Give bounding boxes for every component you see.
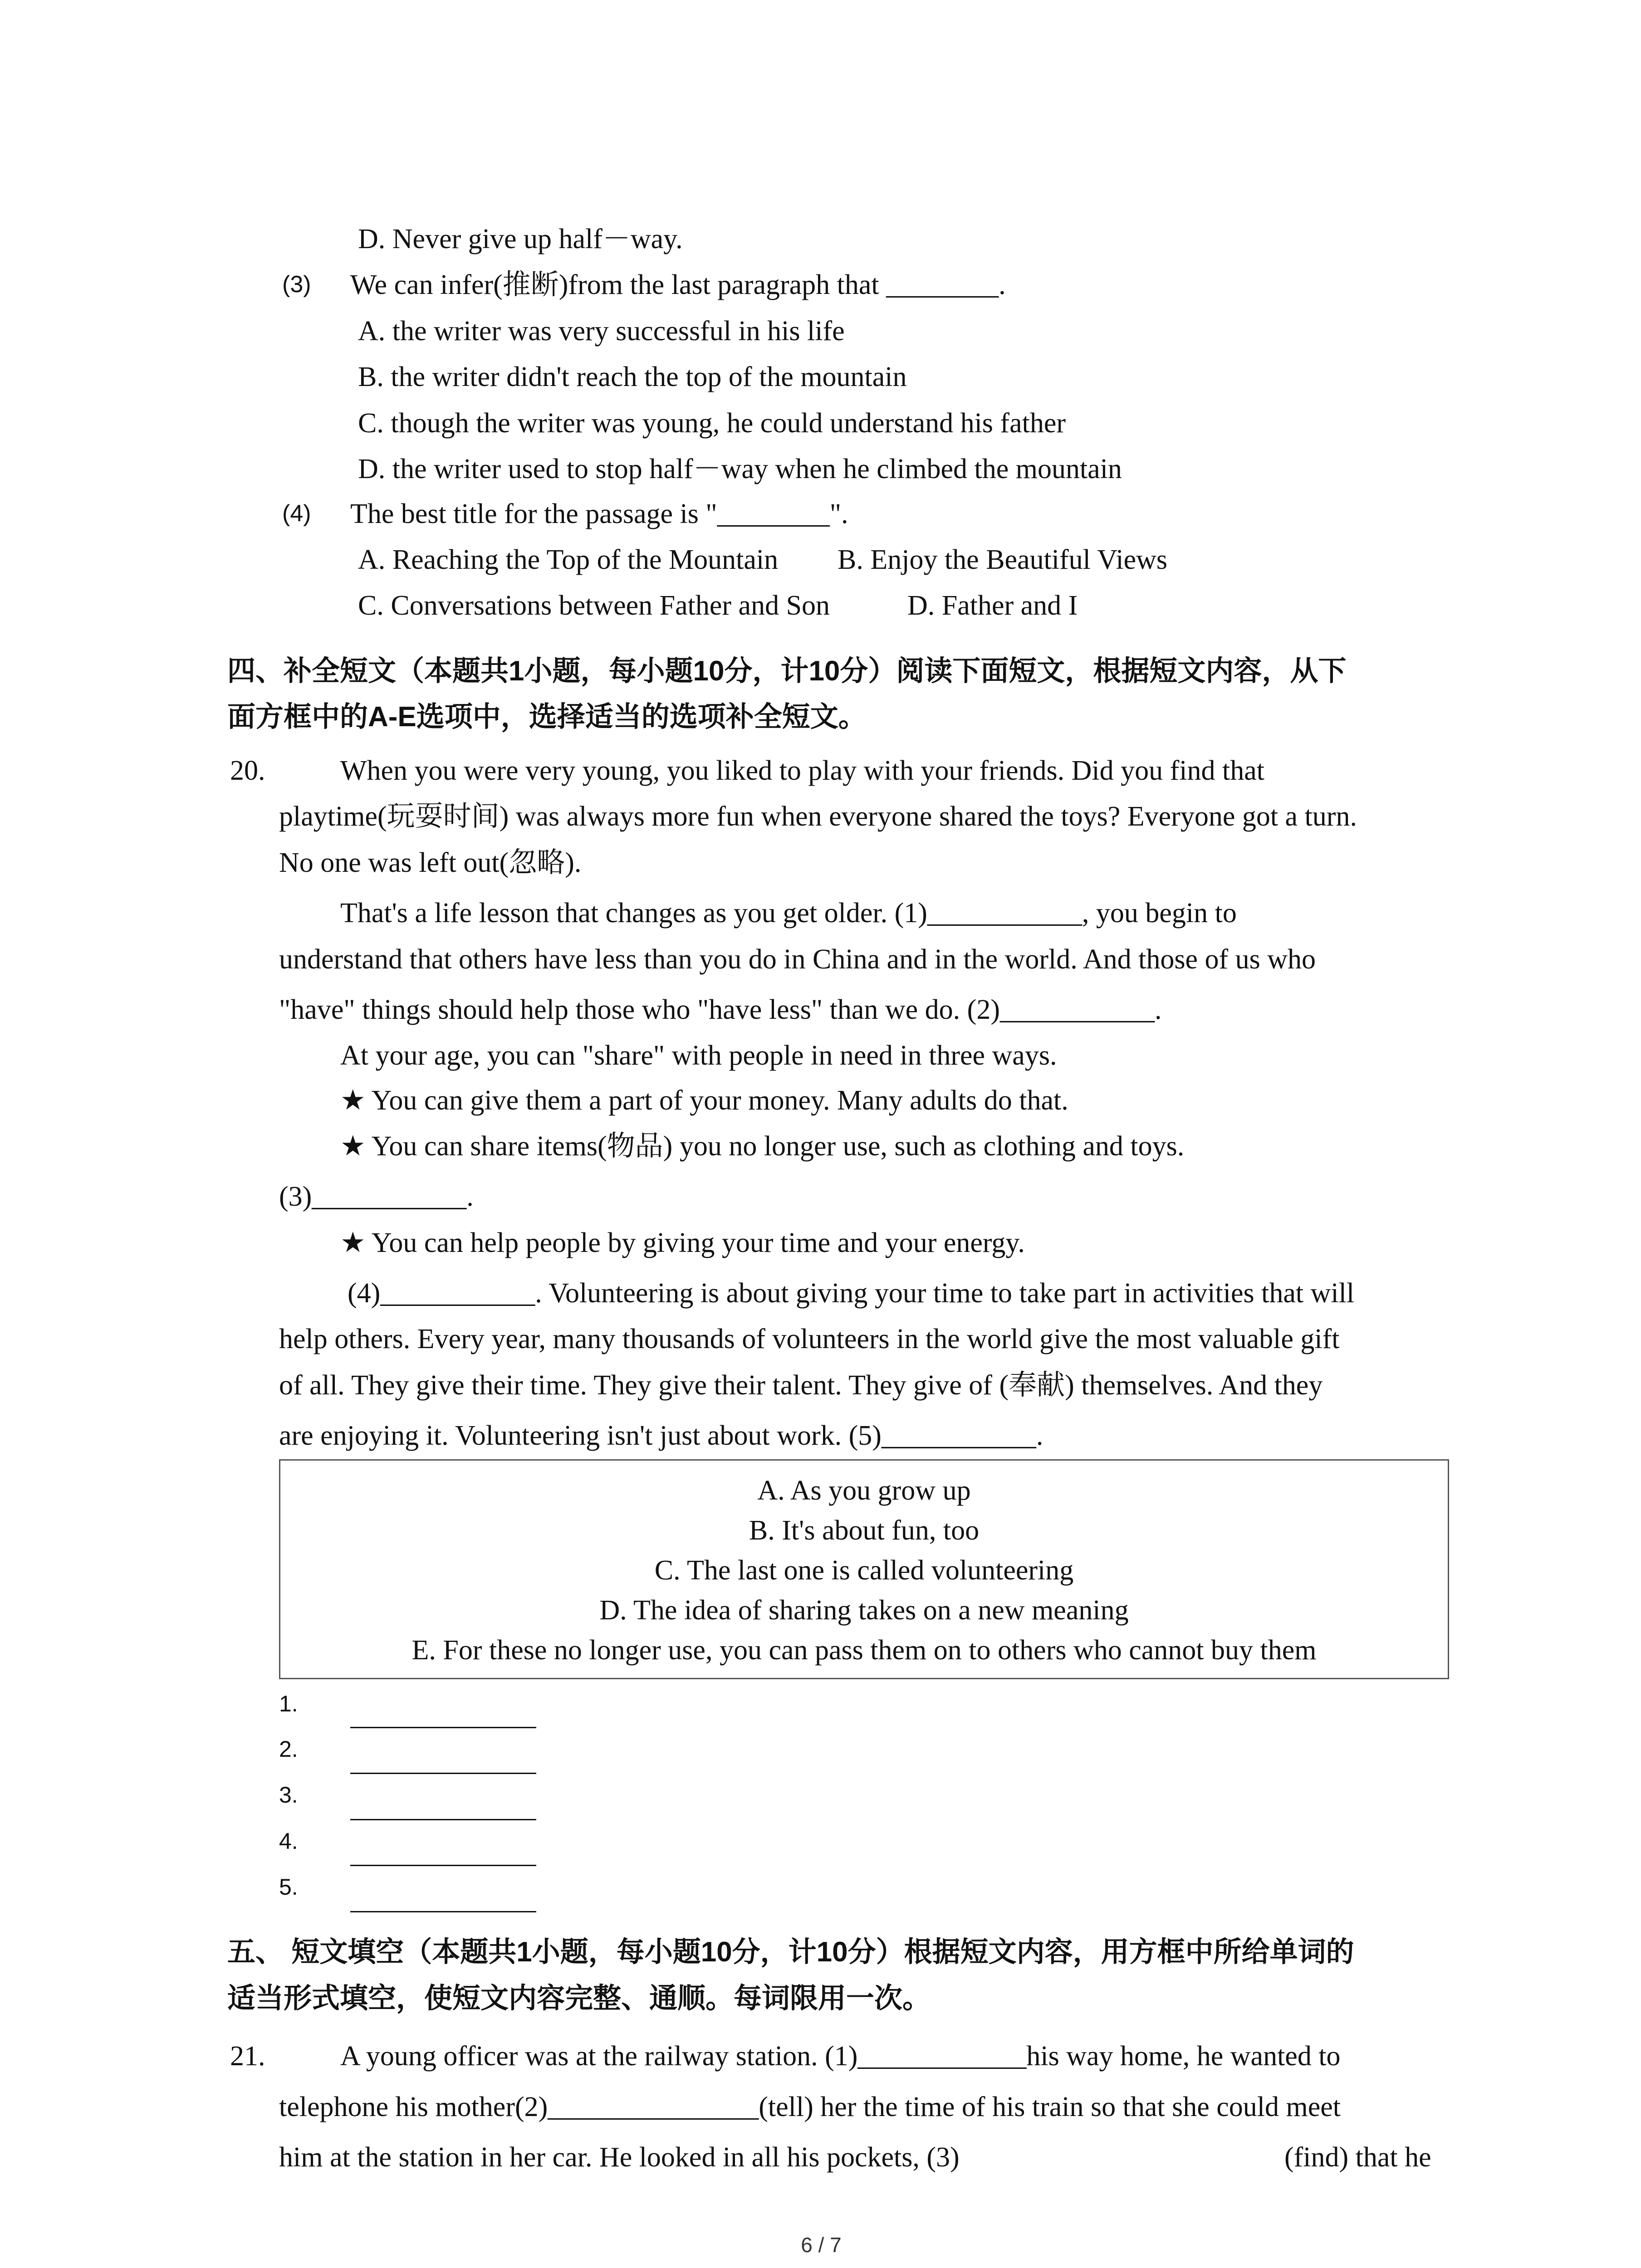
box-option-e: E. For these no longer use, you can pass them on to others who cannot buy them xyxy=(411,1635,1317,1666)
q19-sub3-option-b: B. the writer didn't reach the top of the mountain xyxy=(358,362,907,392)
passage-bullet-line: ★ You can share items(物品) you no longer use, such as clothing and toys. xyxy=(340,1131,1185,1162)
passage-line: A young officer was at the railway station. (1)____________his way home, he wanted to xyxy=(340,2041,1341,2072)
q19-sub4-option-d: D. Father and I xyxy=(907,590,1078,621)
passage-line: "have" things should help those who "have less" than we do. (2)___________. xyxy=(279,994,1162,1025)
answer-label-3: 3. xyxy=(279,1782,298,1808)
passage-line: him at the station in her car. He looked in all his pockets, (3) xyxy=(279,2142,960,2173)
q19-sub4-option-b: B. Enjoy the Beautiful Views xyxy=(838,544,1167,575)
section-5-heading-line-1: 五、 短文填空（本题共1小题，每小题10分，计10分）根据短文内容，用方框中所给单词的 xyxy=(227,1936,1354,1968)
passage-bullet-line: ★ You can help people by giving your time and your energy. xyxy=(340,1227,1025,1258)
answer-blank-5 xyxy=(350,1911,536,1912)
answer-label-5: 5. xyxy=(279,1874,298,1900)
q19-sub3-stem: We can infer(推断)from the last paragraph that ________. xyxy=(350,269,1006,300)
q19-sub3-number: (3) xyxy=(282,271,311,298)
box-option-c: C. The last one is called volunteering xyxy=(654,1555,1074,1586)
q19-sub4-number: (4) xyxy=(282,500,311,527)
answer-blank-3 xyxy=(350,1819,536,1820)
question-20-number: 20. xyxy=(230,755,265,786)
answer-label-4: 4. xyxy=(279,1828,298,1854)
passage-line: telephone his mother(2)_______________(tell) her the time of his train so that she could meet xyxy=(279,2092,1341,2122)
box-option-d: D. The idea of sharing takes on a new meaning xyxy=(599,1595,1129,1626)
passage-line: No one was left out(忽略). xyxy=(279,847,582,878)
answer-label-2: 2. xyxy=(279,1736,298,1762)
q19-sub4-stem: The best title for the passage is "________". xyxy=(350,499,848,529)
passage-line: of all. They give their time. They give their talent. They give of (奉献) themselves. And they xyxy=(279,1370,1323,1401)
passage-line: That's a life lesson that changes as you get older. (1)___________, you begin to xyxy=(340,898,1237,929)
passage-line: When you were very young, you liked to play with your friends. Did you find that xyxy=(340,755,1264,786)
section-4-heading-line-2: 面方框中的A-E选项中，选择适当的选项补全短文。 xyxy=(227,701,867,733)
passage-line: (3)___________. xyxy=(279,1181,474,1212)
page-number: 6 / 7 xyxy=(801,2233,842,2257)
answer-blank-2 xyxy=(350,1773,536,1774)
q19-sub4-option-a: A. Reaching the Top of the Mountain xyxy=(358,544,779,575)
options-box xyxy=(279,1459,1449,1679)
answer-blank-4 xyxy=(350,1865,536,1866)
passage-line: playtime(玩耍时间) was always more fun when everyone shared the toys? Everyone got a turn. xyxy=(279,801,1357,832)
section-4-heading-line-1: 四、补全短文（本题共1小题，每小题10分，计10分）阅读下面短文，根据短文内容，从下 xyxy=(227,655,1347,687)
q19-previous-option-d: D. Never give up half－way. xyxy=(358,224,683,254)
question-21-number: 21. xyxy=(230,2041,265,2072)
q19-sub3-option-a: A. the writer was very successful in his life xyxy=(358,316,845,347)
passage-line-tail: (find) that he xyxy=(1284,2142,1431,2173)
q19-sub4-option-c: C. Conversations between Father and Son xyxy=(358,590,830,621)
passage-line: help others. Every year, many thousands of volunteers in the world give the most valuable gift xyxy=(279,1324,1340,1354)
passage-line: At your age, you can "share" with people in need in three ways. xyxy=(340,1040,1057,1071)
passage-line: (4)___________. Volunteering is about giving your time to take part in activities that will xyxy=(348,1278,1355,1309)
passage-line: are enjoying it. Volunteering isn't just about work. (5)___________. xyxy=(279,1420,1043,1451)
q19-sub3-option-c: C. though the writer was young, he could understand his father xyxy=(358,408,1066,439)
passage-bullet-line: ★ You can give them a part of your money. Many adults do that. xyxy=(340,1085,1068,1116)
answer-blank-1 xyxy=(350,1727,536,1728)
answer-label-1: 1. xyxy=(279,1691,298,1716)
q19-sub3-option-d: D. the writer used to stop half－way when he climbed the mountain xyxy=(358,454,1122,484)
box-option-b: B. It's about fun, too xyxy=(749,1515,980,1546)
section-5-heading-line-2: 适当形式填空，使短文内容完整、通顺。每词限用一次。 xyxy=(227,1983,931,2014)
box-option-a: A. As you grow up xyxy=(757,1475,971,1506)
passage-line: understand that others have less than you do in China and in the world. And those of us who xyxy=(279,944,1316,975)
